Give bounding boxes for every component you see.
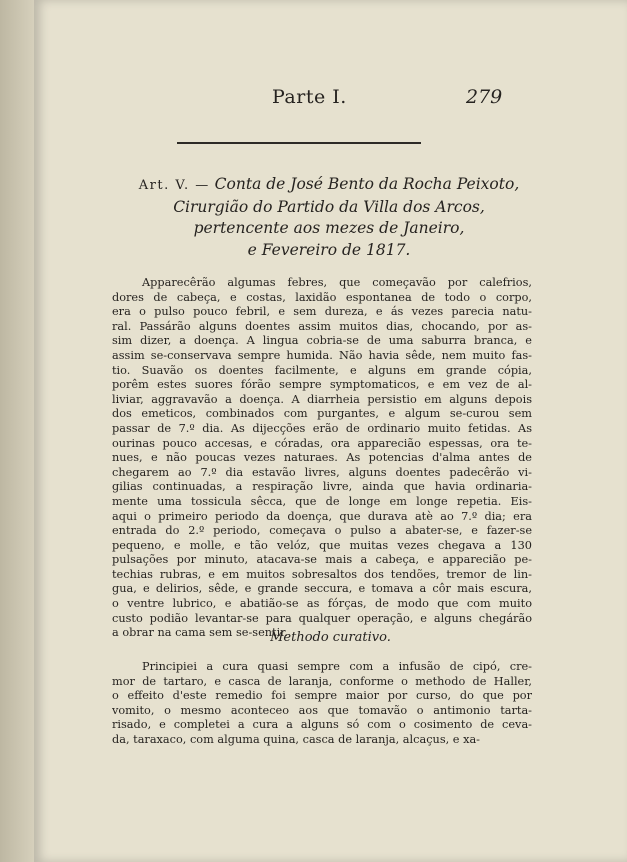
running-head: Parte I. — [272, 86, 347, 108]
text-line: porêm estes suores fórão sempre symptomaticos, e em vez de al- — [112, 378, 532, 392]
article-title-line-1: Art. V. — Conta de José Bento da Rocha Peixoto, — [138, 175, 520, 193]
text-line: vomito, o mesmo aconteceo aos que tomavão o antimonio tarta- — [112, 703, 532, 717]
text-line: pequeno, e molle, e tão velóz, que muitas vezes chegava a 130 — [112, 538, 532, 552]
text-line: gilias continuadas, a respiração livre, ainda que havia ordinaria- — [112, 480, 532, 494]
text-line: Apparecêrão algumas febres, que começavão por calefrios, — [142, 276, 532, 289]
text-line: dores de cabeça, e costas, laxidão espontanea de todo o corpo, — [112, 290, 532, 304]
text-line: da, taraxaco, com alguma quina, casca de laranja, alcaçus, e xa- — [112, 732, 481, 746]
article-number: Art. V. — — [138, 178, 210, 193]
paragraph-1-text — [112, 276, 532, 641]
text-line: ourinas pouco accesas, e córadas, ora apparecião espessas, ora te- — [112, 436, 532, 450]
paragraph-symptoms — [112, 276, 532, 641]
article-title-line-2: Cirurgião do Partido da Villa dos Arcos, — [173, 197, 485, 216]
text-line: techias rubras, e em muitos sobresaltos dos tendões, tremor de lin- — [112, 567, 532, 581]
text-line: dos emeticos, combinados com purgantes, e algum se-curou sem — [112, 407, 532, 421]
text-line: chegarem ao 7.º dia estavão livres, alguns doentes padecêrão vi- — [112, 465, 532, 479]
text-line: o effeito d'este remedio foi sempre maior por curso, do que por — [112, 689, 532, 703]
text-line: custo podião levantar-se para qualquer operação, e alguns chegárão — [112, 611, 532, 625]
header-rule — [177, 142, 421, 144]
text-line: gua, e delirios, sêde, e grande seccura, e tomava a côr mais escura, — [112, 582, 532, 596]
text-line: nues, e não poucas vezes naturaes. As potencias d'alma antes de — [112, 451, 532, 465]
previous-page-edge — [0, 0, 35, 862]
paragraph-treatment — [112, 660, 532, 748]
text-line: Principiei a cura quasi sempre com a infusão de cipó, cre- — [142, 660, 532, 673]
text-line: a obrar na cama sem se-sentir. — [112, 626, 288, 640]
paragraph-2-text — [112, 660, 532, 748]
text-line: assim se-conservava sempre humida. Não havia sêde, nem muito fas- — [112, 348, 532, 362]
article-title — [94, 174, 564, 261]
text-line: risado, e completei a cura a alguns só com o cosimento de ceva- — [112, 718, 532, 732]
article-title-line-4: e Fevereiro de 1817. — [247, 240, 411, 259]
text-line: passar de 7.º dia. As dijecções erão de ordinario muito fetidas. As — [112, 421, 532, 435]
text-line: mor de tartaro, e casca de laranja, conforme o methodo de Haller, — [112, 674, 532, 688]
page-number: 279 — [466, 86, 503, 108]
text-line: ral. Passárão alguns doentes assim muitos dias, chocando, por as- — [112, 319, 532, 333]
text-line: sim dizer, a doença. A lingua cobria-se de uma saburra branca, e — [112, 334, 532, 348]
text-line: liviar, aggravavão a doença. A diarrheia persistio em alguns depois — [112, 392, 532, 406]
text-line: tio. Suavão os doentes facilmente, e alguns em grande cópia, — [112, 363, 532, 377]
article-title-line-3: pertencente aos mezes de Janeiro, — [193, 219, 465, 237]
text-line: entrada do 2.º periodo, começava o pulso a abater-se, e fazer-se — [112, 524, 532, 538]
text-line: pulsações por minuto, atacava-se mais a cabeça, e apparecião pe- — [112, 553, 532, 567]
text-line: mente uma tossicula sêcca, que de longe em longe repetia. Eis- — [112, 494, 532, 508]
text-line: aqui o primeiro periodo da doença, que durava atè ao 7.º dia; era — [112, 509, 532, 523]
book-page — [34, 0, 627, 862]
text-line: era o pulso pouco febril, e sem dureza, e ás vezes parecia natu- — [112, 305, 532, 319]
text-line: o ventre lubrico, e abatião-se as fórças, de modo que com muito — [112, 597, 532, 611]
section-heading: Methodo curativo. — [270, 630, 391, 645]
